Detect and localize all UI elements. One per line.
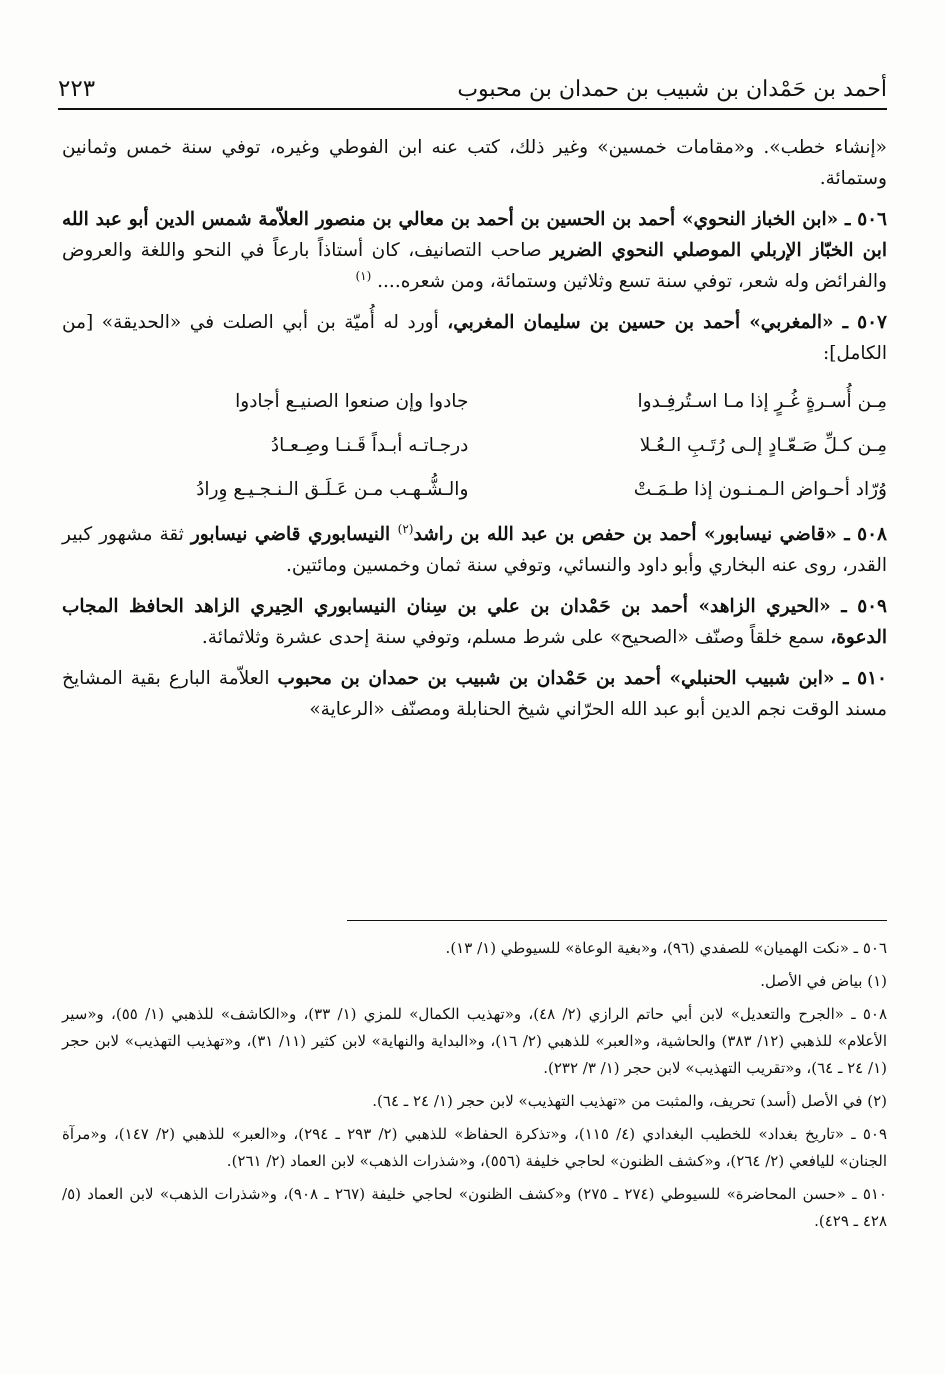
entry-507 (62, 307, 887, 369)
footnote-separator (347, 920, 887, 921)
running-header (58, 70, 887, 110)
footnote: ٥١٠ ـ «حسن المحاضرة» للسيوطي (٢٧٤ ـ ٢٧٥) و«كشف الظنون» لحاجي خليفة (٢٦٧ ـ ٩٠٨)، و«شذرات الذهب» لابن العماد (٥/ ٤٢٨ ـ ٤٢٩). (62, 1185, 887, 1230)
main-text (62, 132, 887, 735)
entry-508 (62, 519, 887, 581)
footnote: ٥٠٦ ـ «نكت الهميان» للصفدي (٩٦)، و«بغية الوعاة» للسيوطي (١/ ١٣). (445, 939, 887, 957)
header-title: أحمد بن حَمْدان بن شبيب بن حمدان بن محبوب (457, 77, 887, 102)
footnote-ref[interactable]: (١) (355, 268, 372, 283)
entry-509 (62, 591, 887, 653)
verse-second-hemistich: جادوا وإن صنعوا الصنيـع أجادوا (235, 390, 469, 412)
entry-text: سمع خلقاً وصنّف «الصحيح» على شرط مسلم، وتوفي سنة إحدى عشرة وثلاثمائة. (201, 627, 831, 648)
intro-text: «إنشاء خطب». و«مقامات خمسين» وغير ذلك، كتب عنه ابن الفوطي وغيره، توفي سنة خمس وثمانين وستمائة. (62, 137, 887, 189)
intro-paragraph (62, 132, 887, 194)
entry-heading: ٥١٠ ـ «ابن شبيب الحنبلي» أحمد بن حَمْدان بن شبيب بن حمدان بن محبوب (277, 668, 887, 689)
verse-first-hemistich: مِـن أُسـرةٍ غُـرٍ إذا مـا اسـتُرفِـدوا (637, 390, 887, 412)
entry-text: العلاّمة البارع بقية المشايخ مسند الوقت نجم الدين أبو عبد الله الحرّاني شيخ الحنابلة ومصنّف «الرعاية» (62, 668, 887, 720)
footnote: (١) بياض في الأصل. (760, 972, 887, 990)
footnote-ref[interactable]: (٢) (397, 521, 414, 536)
poem-verse (62, 379, 887, 423)
entry-heading-cont: النيسابوري قاضي نيسابور (190, 524, 398, 545)
verse-second-hemistich: درجـاتـه أبـداً قَـنـا وصِـعـادُ (270, 434, 469, 456)
entry-text: أورد له أُميّة بن أبي الصلت في «الحديقة» [من الكامل]: (62, 312, 887, 364)
verse-first-hemistich: مِـن كـلِّ صَـعّـادٍ إلـى رُتَـبِ الـعُـلا (639, 434, 887, 456)
footnote: ٥٠٩ ـ «تاريخ بغداد» للخطيب البغدادي (٤/ ١١٥)، و«تذكرة الحفاظ» للذهبي (٢/ ٢٩٣ ـ ٢٩٤)، و«العبر» للذهبي (٢/ ١٤٧)، و«مرآة الجنان» لليافعي (٢/ ٢٦٤)، و«كشف الظنون» لحاجي خليفة (٥٥٦)، و«شذرات الذهب» لابن العماد (٢/ ٢٦١). (62, 1125, 888, 1170)
poem-verse (62, 467, 887, 511)
verse-second-hemistich: والـشُّـهـب مـن عَـلَـق الـنـجـيـع وِرادُ (196, 478, 469, 500)
entry-heading: ٥٠٧ ـ «المغربي» أحمد بن حسين بن سليمان المغربي، (447, 312, 887, 333)
entry-text: ثقة مشهور كبير القدر، روى عنه البخاري وأبو داود والنسائي، وتوفي سنة ثمان وخمسين ومائتين. (62, 524, 887, 576)
page-number: ٢٢٣ (58, 76, 96, 102)
footnote: ٥٠٨ ـ «الجرح والتعديل» لابن أبي حاتم الرازي (٢/ ٤٨)، و«تهذيب الكمال» للمزي (١/ ٣٣)، و«الكاشف» للذهبي (١/ ٥٥)، و«سير الأعلام» للذهبي (١٢/ ٣٨٣) والحاشية، و«العبر» للذهبي (٢/ ١٦)، و«البداية والنهاية» لابن كثير (١١/ ٣١)، و«تهذيب التهذيب» لابن حجر (١/ ٢٤ ـ ٦٤)، و«تقريب التهذيب» لابن حجر (١/ ٣/ ٢٣٢). (62, 1005, 888, 1077)
entry-heading: ٥٠٩ ـ «الحيري الزاهد» أحمد بن حَمْدان بن علي بن سِنان النيسابوري الحِيري الزاهد الحافظ المجاب الدعوة، (62, 596, 887, 648)
footnotes (62, 935, 887, 1241)
poem-verse (62, 423, 887, 467)
footnote: (٢) في الأصل (أسد) تحريف، والمثبت من «تهذيب التهذيب» لابن حجر (١/ ٢٤ ـ ٦٤). (372, 1092, 887, 1110)
entry-text: صاحب التصانيف، كان أستاذاً بارعاً في النحو واللغة والعروض والفرائض وله شعر، توفي سنة تسع وثلاثين وستمائة، ومن شعره.... (62, 240, 887, 292)
poem (62, 379, 887, 511)
entry-506 (62, 204, 887, 297)
verse-first-hemistich: وُرّاد أحـواض الـمـنـون إذا طـمَـتْ (633, 478, 887, 500)
entry-510 (62, 663, 887, 725)
entry-heading: ٥٠٦ ـ «ابن الخباز النحوي» أحمد بن الحسين بن أحمد بن معالي بن منصور العلاّمة شمس الدين أبو عبد الله ابن الخبّاز الإربلي الموصلي النحوي الضرير (62, 209, 887, 261)
entry-heading: ٥٠٨ ـ «قاضي نيسابور» أحمد بن حفص بن عبد الله بن راشد (413, 524, 887, 545)
